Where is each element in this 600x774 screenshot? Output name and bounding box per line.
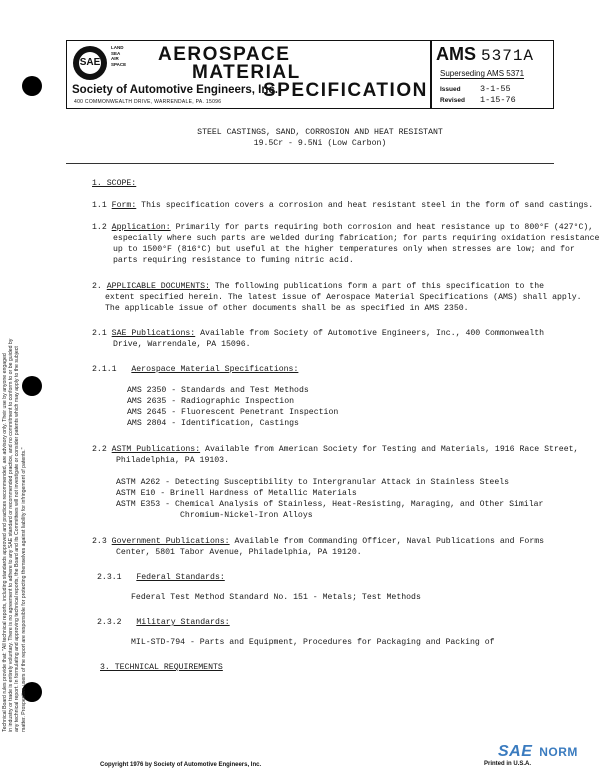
section-1-2-line: parts requiring resistance to fuming nitric acid. [113,256,354,265]
section-3-heading: 3. TECHNICAL REQUIREMENTS [100,663,223,672]
section-number: 1.1 [92,201,107,210]
section-heading: Form: [111,201,137,210]
section-heading: Federal Standards: [136,573,225,582]
sae-norm-watermark [498,743,578,761]
sae-logo-letters: SAE [79,52,101,74]
revised-date: 1-15-76 [480,95,516,105]
header-rule-right [553,40,554,108]
ams-designation [436,44,534,65]
logo-motto-line: AIR [111,56,119,61]
section-heading: SAE Publications: [111,329,196,338]
section-2-1-1 [92,364,298,375]
ams-number: 5371A [481,47,535,65]
section-number: 2.3 [92,537,107,546]
disclaimer-line: any technical report. In formulating and approving technical reports, the Board and its Committees will not investigate or consider patents which may apply to the subject [14,346,21,732]
logo-motto-line: SPACE [111,61,127,67]
sae-logo [73,46,107,80]
section-number: 2.1.1 [92,365,117,374]
section-heading: Military Standards: [136,618,230,627]
section-2-1 [92,328,544,339]
section-text: Available from Society of Automotive Engineers, Inc., 400 Commonwealth [200,329,545,338]
sae-logo-motto [111,45,126,67]
binder-hole-top [22,76,42,96]
revised-label: Revised [440,97,465,104]
title-specification: SPECIFICATION [263,80,428,101]
section-heading: Application: [111,223,171,232]
section-number: 1.2 [92,223,107,232]
copyright-notice: Copyright 1976 by Society of Automotive Engineers, Inc. [100,762,262,768]
title-separator [66,163,554,164]
document-subtitle: 19.5Cr - 9.5Ni (Low Carbon) [253,139,387,148]
section-2-2 [92,444,578,455]
supersedes-note: Superseding AMS 5371 [440,69,525,78]
section-number: 2.3.2 [97,618,122,627]
printed-in-usa: Printed in U.S.A. [484,761,532,767]
astm-list-item: ASTM E353 - Chemical Analysis of Stainless, Heat-Resisting, Maraging, and Other Similar [116,500,544,509]
header-rule-top [66,40,554,41]
header-rule-bottom [66,108,554,109]
section-2-3-1 [97,572,225,583]
section-2-1-line: Drive, Warrendale, PA 15096. [113,340,251,349]
ams-list-item: AMS 2645 - Fluorescent Penetrant Inspection [127,408,339,417]
military-standard-item: MIL-STD-794 - Parts and Equipment, Procedures for Packaging and Packing of [131,638,495,647]
issued-date: 3-1-55 [480,84,511,94]
astm-list-item-continued: Chromium-Nickel-Iron Alloys [180,511,313,520]
section-2-3 [92,536,544,547]
section-text: Primarily for parts requiring both corrosion and heat resistance up to 800°F (427°C), [175,223,594,232]
section-heading: APPLICABLE DOCUMENTS: [106,282,210,291]
sae-watermark-mark: SAE [498,743,533,760]
disclaimer-line: in industry or trade is entirely voluntary. There is no agreement to adhere to any SAE standard or recommended practice, and no commitment to conform to or be guided by [8,338,15,732]
logo-motto-line: SEA [111,50,121,56]
section-number: 2.2 [92,445,107,454]
section-2-line: The applicable issue of other documents shall be as specified in AMS 2350. [105,304,469,313]
section-number: 2.3.1 [97,573,122,582]
astm-list-item: ASTM A262 - Detecting Susceptibility to Intergranular Attack in Stainless Steels [116,478,510,487]
section-1-2-line: up to 1500°F (816°C) but useful at the higher temperatures only when stresses are low; and for [113,245,575,254]
header-rule-left [66,40,67,108]
section-1-heading: 1. SCOPE: [92,179,137,188]
section-2-2-line: Philadelphia, PA 19103. [116,456,230,465]
section-2-line: extent specified herein. The latest issue of Aerospace Material Specifications (AMS) shall apply. [105,293,582,302]
section-heading: ASTM Publications: [111,445,201,454]
section-1-2 [92,222,593,233]
sae-watermark-text: NORM [535,745,578,759]
disclaimer-line: matter. Prospective users of the report are responsible for protecting themselves against liability for infringement of patents." [20,447,27,732]
section-2 [92,281,544,292]
section-heading: Government Publications: [111,537,230,546]
society-address: 400 COMMONWEALTH DRIVE, WARRENDALE, PA. 15096 [74,99,222,105]
issued-label: Issued [440,86,461,93]
ams-list-item: AMS 2804 - Identification, Castings [127,419,299,428]
section-text: This specification covers a corrosion and heat resistant steel in the form of sand castings. [141,201,594,210]
logo-motto-line: LAND [111,45,124,50]
ams-label: AMS [436,44,476,64]
astm-list-item: ASTM E10 - Brinell Hardness of Metallic Materials [116,489,357,498]
section-2-3-2 [97,617,230,628]
section-heading: Aerospace Material Specifications: [131,365,299,374]
title-material: MATERIAL [192,62,301,83]
section-number: 2. [92,282,102,291]
federal-standard-item: Federal Test Method Standard No. 151 - Metals; Test Methods [131,593,421,602]
section-text: Available from American Society for Testing and Materials, 1916 Race Street, [205,445,579,454]
section-number: 2.1 [92,329,107,338]
title-aerospace: AEROSPACE [158,44,291,65]
section-1-2-line: especially where such parts are welded during fabrication; for parts requiring oxidation resistance [113,234,600,243]
ams-list-item: AMS 2350 - Standards and Test Methods [127,386,309,395]
header-divider [430,40,432,108]
technical-board-disclaimer [2,142,27,732]
section-text: The following publications form a part of this specification to the [214,282,545,291]
section-1-1 [92,200,593,211]
section-2-3-line: Center, 5801 Tabor Avenue, Philadelphia, PA 19120. [116,548,362,557]
society-name: Society of Automotive Engineers, Inc. [72,84,278,96]
section-text: Available from Commanding Officer, Naval Publications and Forms [234,537,545,546]
disclaimer-line: Technical Board rules provide that: "All technical reports, including standards approved and practices recommended, are advisory only. Their use by anyone engaged [2,353,8,732]
ams-list-item: AMS 2635 - Radiographic Inspection [127,397,295,406]
document-title: STEEL CASTINGS, SAND, CORROSION AND HEAT RESISTANT [197,128,443,137]
